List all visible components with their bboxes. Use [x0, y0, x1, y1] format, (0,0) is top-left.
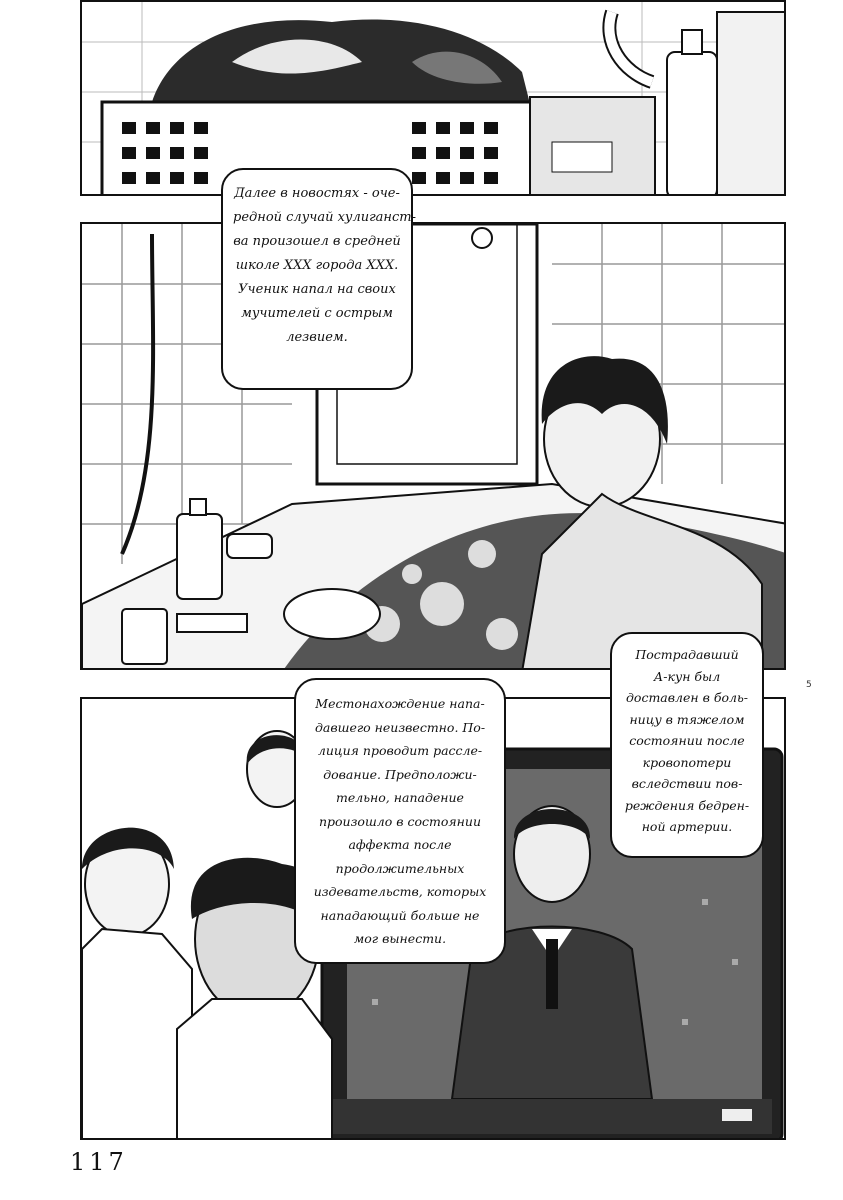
bubble-line: доставлен в боль- — [626, 690, 748, 705]
bubble-line: нападающий больше не — [320, 907, 480, 923]
bubble-line: Пострадавший — [635, 647, 739, 662]
page-number: 117 — [70, 1148, 128, 1176]
bubble-line: вследствии пов- — [631, 776, 743, 791]
bubble-line: состоянии после — [629, 733, 745, 748]
laundry-scene-art — [82, 2, 786, 196]
bubble-line: мог вынести. — [353, 931, 447, 946]
bubble-line: школе XXX города XXX. — [235, 258, 399, 273]
victim-caption-bubble — [610, 632, 764, 858]
bubble-line: давшего неизвестно. По- — [314, 719, 486, 735]
bubble-line: ницу в тяжелом — [629, 711, 745, 727]
bathtub-panel — [80, 222, 786, 670]
bubble-line: издевательств, которых — [313, 884, 487, 899]
bubble-line: А-кун был — [653, 668, 721, 684]
bubble-line: реждения бедрен- — [624, 797, 750, 813]
bubble-line: ва произошел в средней — [233, 234, 401, 249]
bubble-line: произошло в состоянии — [318, 813, 482, 829]
news-caption-bubble — [221, 168, 416, 390]
bathtub-scene-art — [82, 224, 786, 670]
bubble-line: дование. Предположи- — [323, 766, 477, 782]
bubble-line: кровопотери — [642, 754, 732, 770]
bubble-line: Ученик напал на своих — [238, 282, 396, 297]
attacker-caption-bubble — [294, 678, 506, 964]
bubble-line: лиция проводит рассле- — [317, 743, 483, 758]
bubble-line: лезвием. — [286, 330, 348, 345]
bubble-line: ной артерии. — [641, 819, 733, 834]
bubble-line: тельно, нападение — [336, 790, 464, 805]
bubble-line: мучителей с острым — [241, 306, 393, 321]
bubble-line: редной случай хулиганст- — [233, 210, 416, 225]
bubble-line: продолжительных — [335, 860, 465, 876]
panel-number: 5 — [806, 680, 812, 690]
bubble-line: аффекта после — [348, 837, 452, 852]
laundry-basket-panel — [80, 0, 786, 196]
bubble-line: Местонахождение напа- — [315, 696, 485, 711]
bubble-line: Далее в новостях - оче- — [234, 186, 400, 201]
